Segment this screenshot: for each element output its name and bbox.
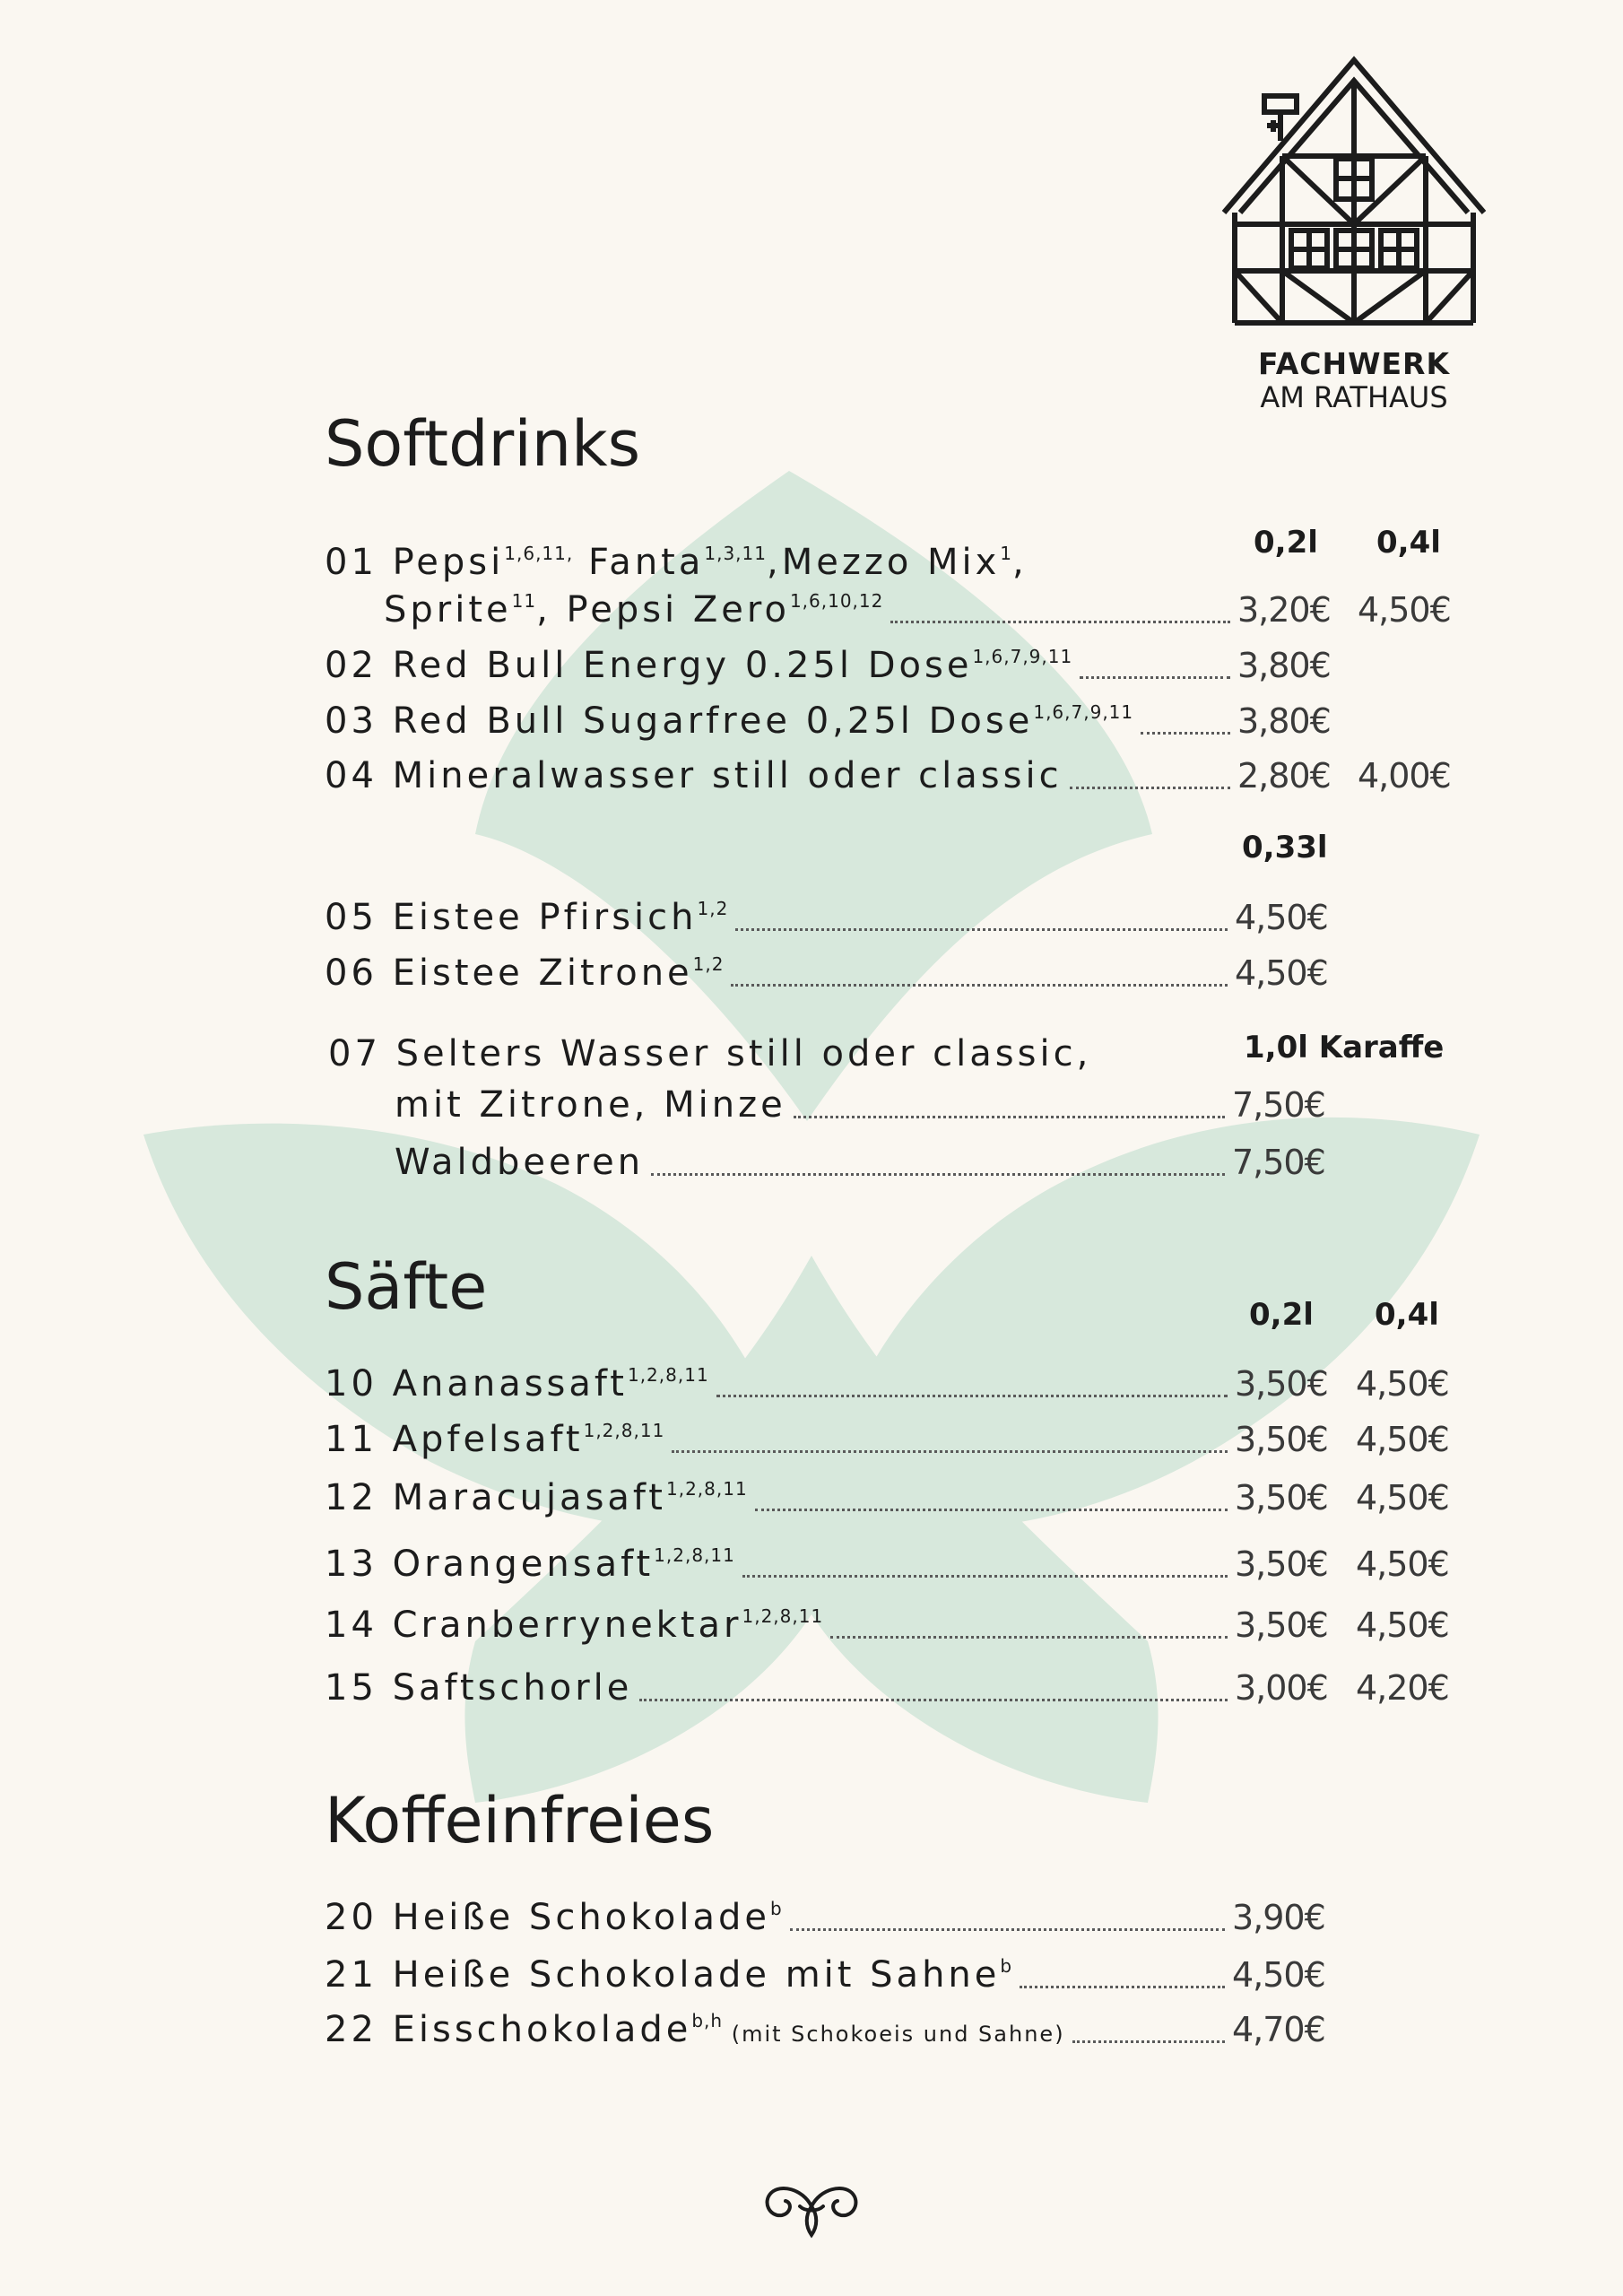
menu-item-03: 03 Red Bull Sugarfree 0,25l Dose$^{1,6,7,9,11}$ 3,80€ [325,700,1331,742]
price-0-4l: 4,20€ [1356,1668,1449,1708]
column-header-0-4l: 0,4l [1376,525,1441,561]
menu-item-05: 05 Eistee Pfirsich$^{1,2}$ 4,50€ [325,897,1328,938]
menu-item-04: 04 Mineralwasser still oder classic 2,80€ 4,00€ [325,755,1451,796]
menu-item-14: 14 Cranberrynektar$^{1,2,8,11}$ 3,50€ 4,50€ [325,1605,1449,1646]
price-0-2l: 3,50€ [1235,1605,1328,1645]
dot-leader [1020,1986,1225,1988]
price-0-2l: 3,50€ [1235,1544,1328,1584]
price: 3,90€ [1232,1898,1325,1937]
menu-item-12: 12 Maracujasaft$^{1,2,8,11}$ 3,50€ 4,50€ [325,1477,1449,1518]
price-0-2l: 3,20€ [1237,590,1331,630]
dot-leader [672,1450,1228,1453]
dot-leader [1080,676,1230,679]
price-0-2l: 3,80€ [1237,646,1331,685]
dot-leader [1070,787,1230,789]
dot-leader [890,621,1230,623]
section-title-koffeinfreies: Koffeinfreies [325,1784,715,1857]
dot-leader [651,1173,1225,1176]
price-0-33l: 4,50€ [1235,898,1328,937]
menu-item-07-line1: 07 Selters Wasser still oder classic, [328,1033,1092,1074]
price-0-2l: 3,50€ [1235,1478,1328,1518]
price-0-2l: 2,80€ [1237,756,1331,796]
menu-item-07: mit Zitrone, Minze 7,50€ [395,1084,1325,1126]
column-header-0-4l: 0,4l [1375,1297,1439,1333]
dot-leader [742,1575,1228,1578]
section-title-saefte: Säfte [325,1250,488,1324]
dot-leader [794,1116,1225,1118]
dot-leader [1141,732,1230,735]
column-header-0-2l: 0,2l [1254,525,1318,561]
price-0-4l: 4,50€ [1356,1605,1449,1645]
price-0-2l: 3,50€ [1235,1364,1328,1404]
dot-leader [790,1928,1225,1931]
price-0-2l: 3,80€ [1237,701,1331,741]
dot-leader [755,1509,1228,1511]
price: 4,70€ [1232,2010,1325,2049]
price-0-33l: 4,50€ [1235,953,1328,993]
logo [1206,56,1502,413]
menu-item-21: 21 Heiße Schokolade mit Sahne$^b$ 4,50€ [325,1954,1325,1996]
column-header-karaffe: 1,0l Karaffe [1244,1030,1445,1065]
menu-item-13: 13 Orangensaft$^{1,2,8,11}$ 3,50€ 4,50€ [325,1544,1449,1585]
price-0-2l: 3,00€ [1235,1668,1328,1708]
price-0-4l: 4,50€ [1356,1364,1449,1404]
dot-leader [731,984,1228,987]
half-timbered-house-icon [1215,56,1493,338]
menu-item-06: 06 Eistee Zitrone$^{1,2}$ 4,50€ [325,952,1328,994]
menu-item-02: 02 Red Bull Energy 0.25l Dose$^{1,6,7,9,11}$ 3,80€ [325,645,1331,686]
column-header-0-33l: 0,33l [1242,830,1328,865]
price-0-4l: 4,50€ [1356,1478,1449,1518]
menu-item-20: 20 Heiße Schokolade$^b$ 3,90€ [325,1897,1325,1938]
price-karaffe: 7,50€ [1232,1143,1325,1182]
dot-leader [830,1636,1228,1639]
menu-item-01: Sprite$^{11}$, Pepsi Zero$^{1,6,10,12}$ 3,20€ 4,50€ [384,589,1451,631]
menu-item-07-waldbeeren: Waldbeeren 7,50€ [395,1142,1325,1183]
dot-leader [735,928,1228,931]
menu-item-01-line1: 01 Pepsi$^{1,6,11,}$ Fanta$^{1,3,11}$,Mezzo Mix$^1$, [325,542,1028,583]
section-title-softdrinks: Softdrinks [325,407,641,481]
menu-item-10: 10 Ananassaft$^{1,2,8,11}$ 3,50€ 4,50€ [325,1363,1449,1405]
price-0-2l: 3,50€ [1235,1420,1328,1459]
logo-subtitle: AM RATHAUS [1260,380,1448,414]
price: 4,50€ [1232,1955,1325,1995]
price-0-4l: 4,50€ [1356,1420,1449,1459]
menu-item-11: 11 Apfelsaft$^{1,2,8,11}$ 3,50€ 4,50€ [325,1419,1449,1460]
price-0-4l: 4,50€ [1358,590,1451,630]
dot-leader [639,1699,1228,1701]
item-note: (mit Schokoeis und Sahne) [723,2022,1065,2047]
price-0-4l: 4,50€ [1356,1544,1449,1584]
flourish-ornament-icon [753,2170,870,2242]
logo-brand: FACHWERK [1257,346,1451,381]
menu-item-15: 15 Saftschorle 3,00€ 4,20€ [325,1667,1449,1709]
dot-leader [1072,2040,1225,2043]
price-0-4l: 4,00€ [1358,756,1451,796]
menu-item-22: 22 Eisschokolade$^{b,h}$ (mit Schokoeis und Sahne) 4,70€ [325,2009,1325,2050]
dot-leader [716,1395,1228,1397]
column-header-0-2l: 0,2l [1249,1297,1314,1333]
price-karaffe: 7,50€ [1232,1085,1325,1125]
